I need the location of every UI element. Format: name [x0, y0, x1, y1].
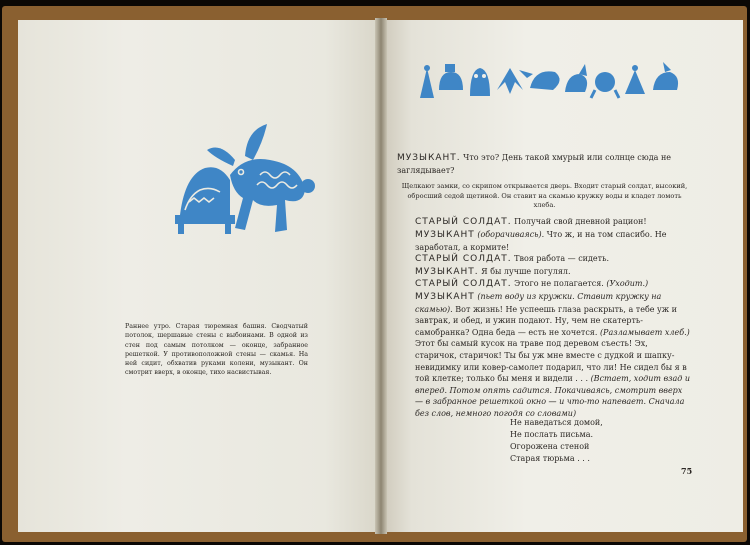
- line-8: [397, 291, 692, 420]
- play-text: [397, 152, 692, 420]
- speaker-name: СТАРЫЙ СОЛДАТ.: [415, 279, 512, 290]
- speaker-name: МУЗЫКАНТ: [415, 230, 475, 240]
- line-4: [397, 229, 692, 253]
- speaker-name: СТАРЫЙ СОЛДАТ.: [415, 254, 512, 265]
- line-note: (пьет воду из кружки. Ставит кружку на скамью).: [415, 291, 662, 314]
- speaker-name: МУЗЫКАНТ: [415, 291, 475, 302]
- line-text: Этого не полагается.: [511, 279, 607, 289]
- stage-direction: Щелкают замки, со скрипом открывается дверь. Входит старый солдат, высокий, обросший седой щетиной. Он ставит на скамью кружку воды и кладет ломоть хлеба.: [401, 182, 688, 209]
- line-7: [397, 278, 692, 291]
- line-5: [397, 253, 692, 266]
- page-number: 75: [681, 466, 693, 476]
- speaker-name: МУЗЫКАНТ.: [415, 266, 479, 277]
- book-gutter: [375, 18, 387, 534]
- speaker-name: МУЗЫКАНТ.: [397, 153, 461, 163]
- line-note: (Разламывает хлеб.): [599, 327, 690, 337]
- verse-line: Старая тюрьма . . .: [510, 454, 590, 463]
- line-text: Получай свой дневной рацион!: [511, 217, 647, 227]
- line-1: [397, 152, 692, 176]
- folk-ornament-frieze: [415, 60, 685, 100]
- verse-line: Не послать письма.: [510, 430, 594, 439]
- scene-caption: Раннее утро. Старая тюремная башня. Сводчатый потолок, шершавые стены с выбоинами. В одной из стен под самым потолком — оконце, забранное решеткой. У противоположной стены — скамья. На ней сидит, обхватив руками колени, музыкант. Он смотрит вверх, в оконце, тихо насвистывая.: [125, 323, 308, 377]
- song-verse: [510, 417, 603, 465]
- line-note: (оборачиваясь).: [474, 230, 545, 239]
- left-page: [18, 20, 379, 532]
- line-text: Твоя работа — сидеть.: [511, 254, 609, 264]
- line-text: Что ж, и на том спасибо. Не заработал, а кормите!: [415, 230, 667, 252]
- verse-line: Огорожена стеной: [510, 442, 590, 451]
- line-3: [397, 216, 692, 229]
- verse-line: Не наведаться домой,: [510, 418, 603, 427]
- speaker-name: СТАРЫЙ СОЛДАТ.: [415, 217, 512, 228]
- line-text: Вот жизнь! Не успеешь глаза раскрыть, а тебе уж и завтрак, и обед, и ужин подают. Ну, чем не скатерть-самобранка? Одна беда — есть не хочется.: [415, 304, 677, 337]
- line-note: (Встает, ходит взад и вперед. Потом опять садится. Покачиваясь, смотрит вверх — в забранное решеткой окно — и что-то напевает. Сначала без слов, немного погодя со словами): [415, 374, 691, 418]
- line-text: Я бы лучше погулял.: [478, 266, 571, 276]
- rabbit-illustration: [175, 120, 325, 250]
- line-6: [397, 266, 692, 279]
- line-note: (Уходит.): [606, 279, 649, 289]
- line-text: Этот бы самый кусок на траве под деревом съесть! Эх, старичок, старичок! Ты бы уж мне вместе с дудкой и шапку-невидимку или ковер-самолет подарил, что ли! Не сидел бы я в той клетке; только бы меня и видели . . .: [415, 339, 687, 384]
- line-text: Что это? День такой хмурый или солнце сюда не заглядывает?: [397, 153, 672, 175]
